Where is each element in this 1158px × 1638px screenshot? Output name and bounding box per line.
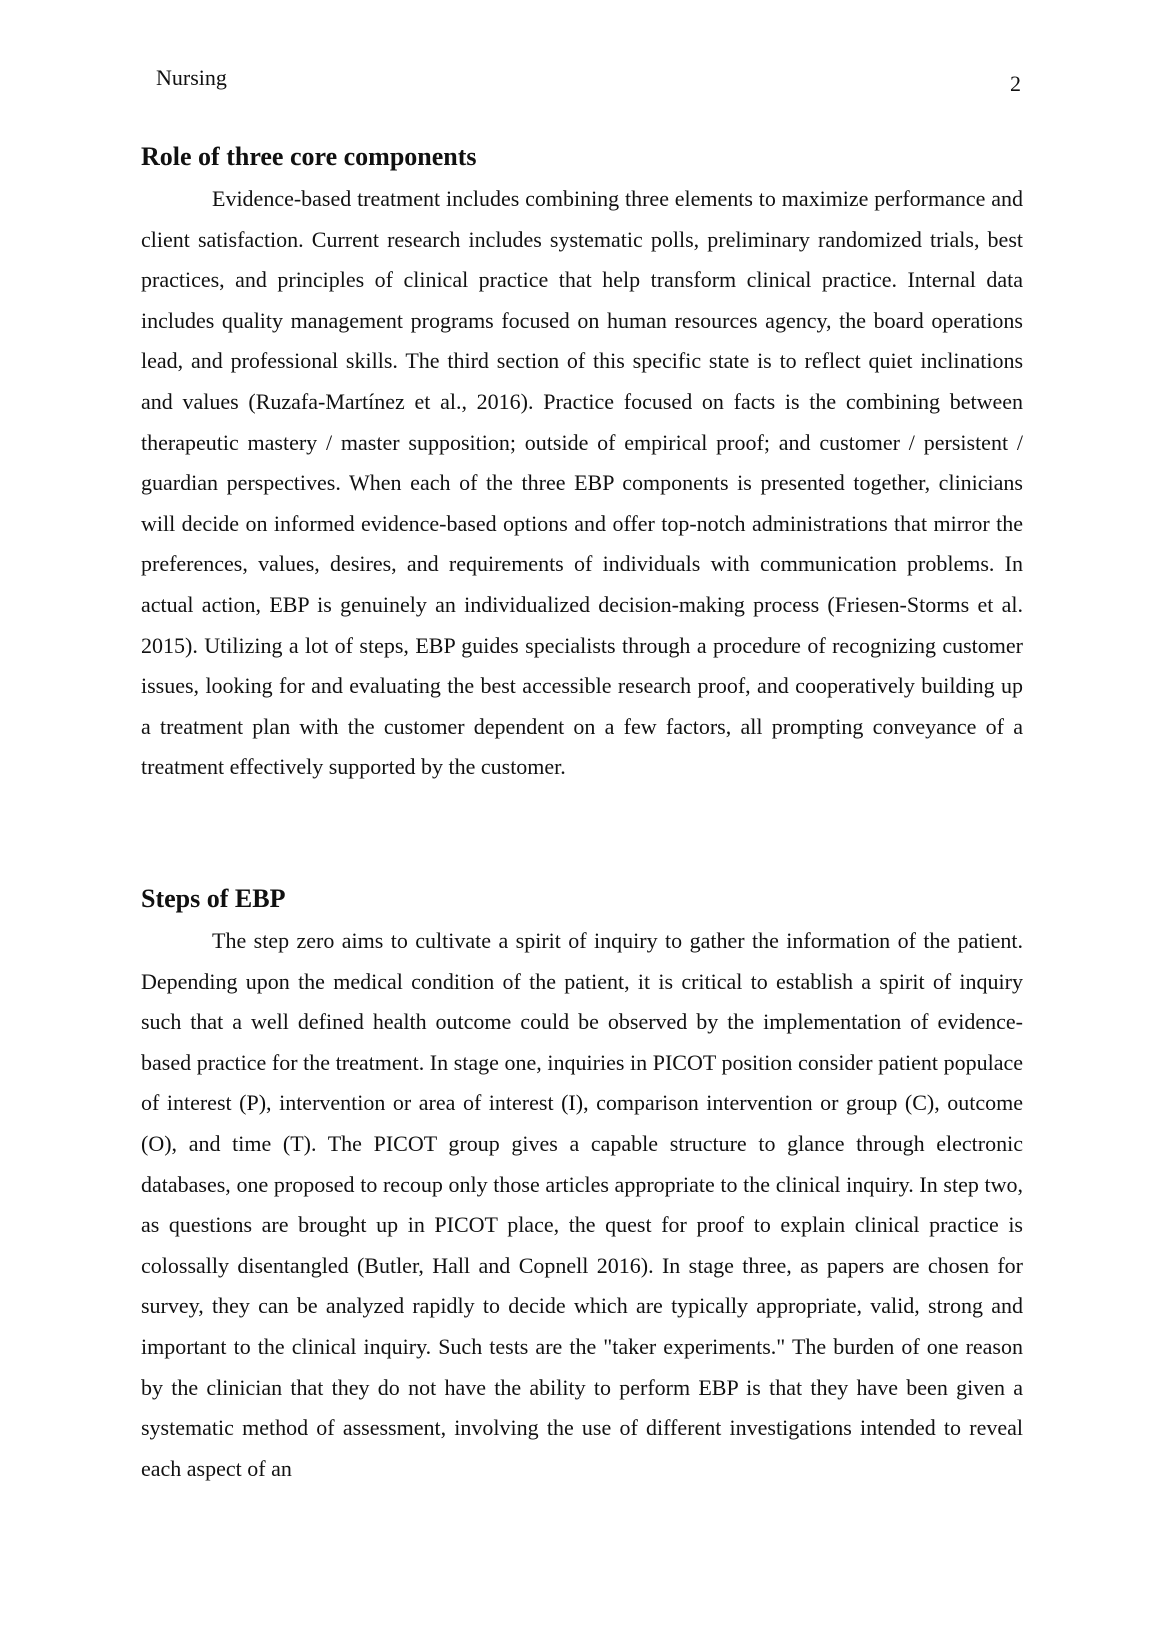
section-heading: Steps of EBP (141, 884, 286, 913)
section-paragraph: Evidence-based treatment includes combining three elements to maximize performance and client satisfaction. Current research includes systematic polls, preliminary randomized trials, best practices, and principles of clinical practice that help transform clinical practice. Internal data includes quality management programs focused on human resources agency, the board operations lead, and professional skills. The third section of this specific state is to reflect quiet inclinations and values (Ruzafa-Martínez et al., 2016). Practice focused on facts is the combining between therapeutic mastery / master supposition; outside of empirical proof; and customer / persistent / guardian perspectives. When each of the three EBP components is presented together, clinicians will decide on informed evidence-based options and offer top-notch administrations that mirror the preferences, values, desires, and requirements of individuals with communication problems. In actual action, EBP is genuinely an individualized decision-making process (Friesen-Storms et al. 2015). Utilizing a lot of steps, EBP guides specialists through a procedure of recognizing customer issues, looking for and evaluating the best accessible research proof, and cooperatively building up a treatment plan with the customer dependent on a few factors, all prompting conveyance of a treatment effectively supported by the customer. (141, 186, 1023, 780)
section-paragraph: The step zero aims to cultivate a spirit of inquiry to gather the information of the patient. Depending upon the medical condition of the patient, it is critical to establish a spirit of inquiry such that a well defined health outcome could be observed by the implementation of evidence-based practice for the treatment. In stage one, inquiries in PICOT position consider patient populace of interest (P), intervention or area of interest (I), comparison intervention or group (C), outcome (O), and time (T). The PICOT group gives a capable structure to glance through electronic databases, one proposed to recoup only those articles appropriate to the clinical inquiry. In step two, as questions are brought up in PICOT place, the quest for proof to explain clinical practice is colossally disentangled (Butler, Hall and Copnell 2016). In stage three, as papers are chosen for survey, they can be analyzed rapidly to decide which are typically appropriate, valid, strong and important to the clinical inquiry. Such tests are the "taker experiments." The burden of one reason by the clinician that they do not have the ability to perform EBP is that they have been given a systematic method of assessment, involving the use of different investigations intended to reveal each aspect of an (141, 928, 1023, 1481)
page-number: 2 (1010, 71, 1021, 96)
section-core-components (141, 139, 1023, 788)
running-head: Nursing (156, 65, 227, 90)
section-steps-of-ebp (141, 881, 1023, 1489)
section-heading: Role of three core components (141, 142, 477, 171)
